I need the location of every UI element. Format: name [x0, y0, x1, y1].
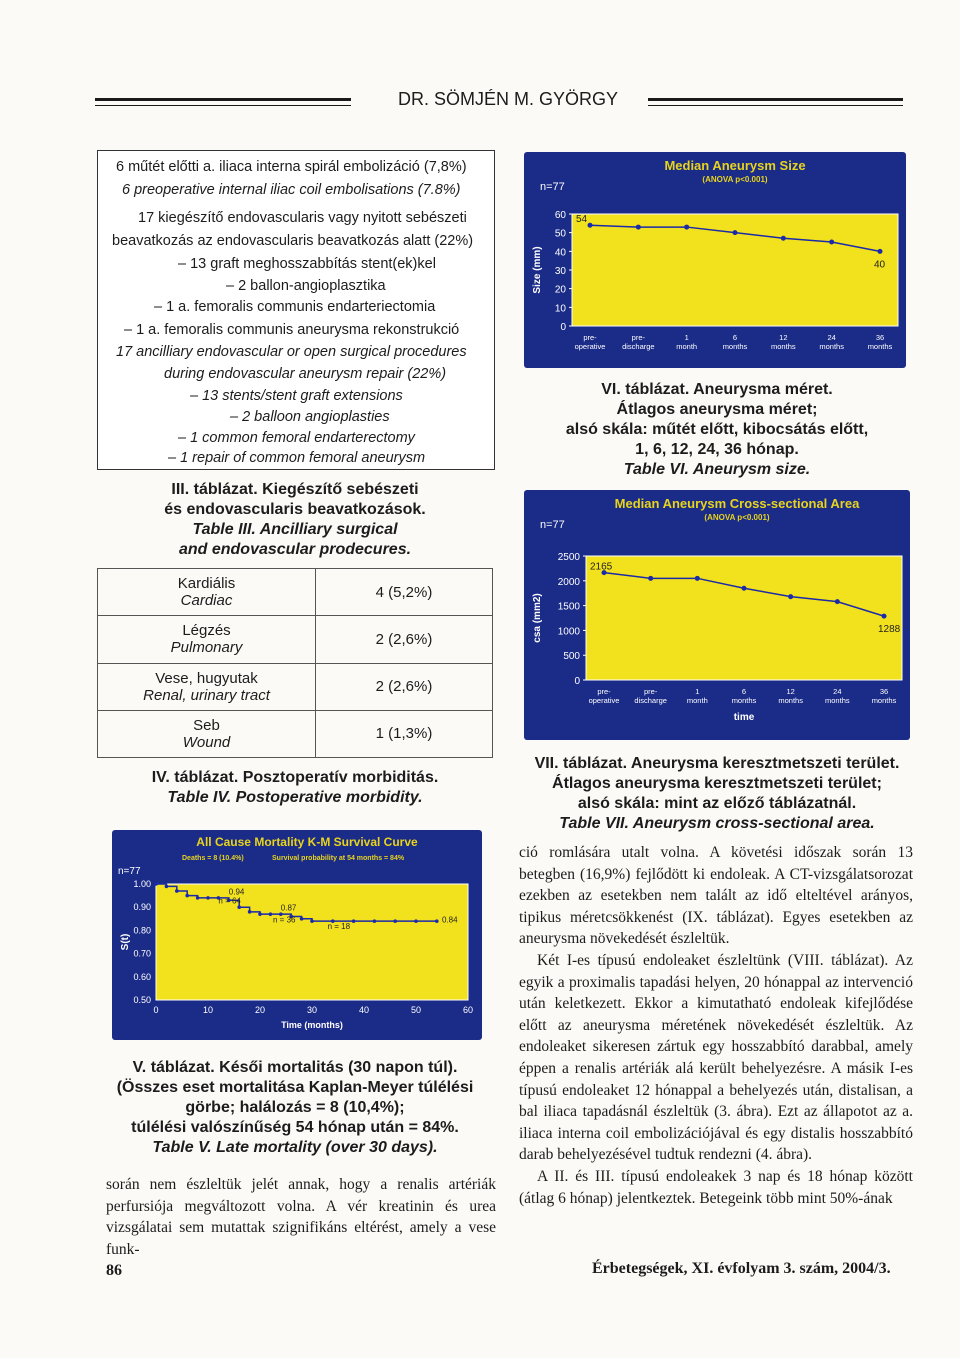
table3-list	[98, 151, 494, 469]
censor-mark	[373, 919, 377, 923]
y-tick-label: 1000	[557, 626, 580, 638]
annotation-label: 0.94	[228, 887, 245, 897]
table-cell: 4 (5,2%)	[316, 569, 493, 616]
x-tick-label: months	[867, 342, 893, 351]
table3-box	[97, 150, 495, 470]
censor-mark	[258, 912, 262, 916]
x-tick-label: months	[722, 342, 748, 351]
chart-subtitle: (ANOVA p<0.001)	[702, 175, 768, 184]
x-tick-label: 10	[202, 1005, 214, 1015]
header-author: DR. SÖMJÉN M. GYÖRGY	[398, 89, 619, 109]
x-tick-label: 6	[741, 687, 747, 696]
x-tick-label: pre-	[597, 687, 611, 696]
plot-area	[156, 884, 468, 1000]
x-tick-label: 24	[827, 333, 836, 342]
caption-line: Table V. Late mortality (over 30 days).	[152, 1139, 438, 1156]
x-axis-label: Time (months)	[281, 1020, 343, 1030]
table4	[97, 568, 493, 758]
x-tick-label: 12	[786, 687, 795, 696]
data-point	[684, 225, 689, 230]
row-label-en: Wound	[182, 733, 231, 751]
header-rule-right-thin	[648, 105, 903, 106]
x-tick-label: pre-	[631, 333, 646, 342]
x-tick-label: months	[778, 696, 803, 705]
table4-grid	[97, 568, 493, 758]
y-tick-label: 0.80	[133, 925, 151, 936]
x-tick-label: 20	[254, 1005, 266, 1015]
x-tick-label: 36	[879, 687, 889, 696]
data-point	[588, 223, 593, 228]
box-line: beavatkozás az endovascularis beavatkozás alatt (22%)	[112, 233, 474, 249]
data-point	[648, 576, 653, 581]
box-line: 6 műtét előtti a. iliaca interna spirál embolizáció (7,8%)	[116, 159, 467, 175]
table-row	[98, 616, 493, 663]
censor-mark	[185, 894, 189, 898]
y-tick-label: 0.60	[133, 971, 151, 982]
table6-caption	[518, 380, 916, 480]
first-value-label: 2165	[590, 561, 613, 573]
header-rule-left-thin	[95, 105, 351, 106]
caption-line: IV. táblázat. Posztoperatív morbiditás.	[151, 769, 439, 786]
box-line: – 13 graft meghosszabbítás stent(ek)kel	[178, 256, 436, 272]
caption-line: VI. táblázat. Aneurysma méret.	[601, 381, 833, 398]
chart-n-label: n=77	[540, 519, 565, 531]
table-row	[98, 663, 493, 710]
row-label-hu: Légzés	[182, 622, 231, 640]
x-tick-label: 36	[875, 333, 885, 342]
censor-mark	[300, 917, 304, 921]
x-tick-label: operative	[574, 342, 606, 351]
data-point	[829, 240, 834, 245]
annotation-label: n = 18	[327, 922, 351, 932]
table-cell	[98, 569, 316, 616]
chart-title: Median Aneurysm Size	[664, 158, 806, 173]
censor-mark	[237, 905, 241, 909]
box-line: 17 kiegészítő endovascularis vagy nyitott sebészeti	[138, 210, 467, 226]
row-label-hu: Vese, hugyutak	[155, 669, 258, 687]
y-tick-label: 0.90	[133, 902, 151, 913]
paragraph: A II. és III. típusú endoleakek 3 nap és 18 hónap között (átlag 6 hónap) jelentkeztek. Betegeink több mint 50%-ának	[519, 1167, 913, 1207]
caption-line: Table IV. Postoperative morbidity.	[167, 789, 423, 806]
table-cell	[98, 663, 316, 710]
box-line: – 2 ballon-angioplasztika	[226, 278, 386, 294]
y-tick-label: 20	[554, 284, 566, 296]
y-tick-label: 50	[554, 228, 566, 240]
annotation-label: 0.87	[280, 903, 297, 913]
box-line: – 1 repair of common femoral aneurysm	[168, 450, 426, 466]
row-label-en: Cardiac	[180, 592, 233, 610]
censor-mark	[154, 882, 158, 886]
table-cell	[98, 616, 316, 663]
chart-n-label: n=77	[118, 866, 141, 877]
header-rule-left	[95, 98, 351, 101]
caption-line: Átlagos aneurysma méret;	[616, 401, 818, 418]
censor-mark	[435, 919, 439, 923]
caption-line: III. táblázat. Kiegészítő sebészeti	[171, 481, 419, 498]
caption-line: VII. táblázat. Aneurysma keresztmetszeti terület.	[534, 755, 900, 772]
censor-mark	[269, 912, 273, 916]
censor-mark	[196, 896, 200, 900]
censor-mark	[165, 885, 169, 889]
caption-line: Table VI. Aneurysm size.	[623, 461, 811, 478]
x-tick-label: pre-	[583, 333, 597, 342]
x-tick-label: discharge	[622, 342, 655, 351]
table7-caption	[518, 754, 916, 834]
data-point	[742, 586, 747, 591]
y-tick-label: 0	[560, 322, 566, 333]
table-cell: 1 (1,3%)	[316, 710, 493, 757]
y-tick-label: 0.50	[133, 995, 151, 1005]
paragraph: Két I-es típusú endoleaket észleltünk (VIII. táblázat). Az egyik a proximalis tapadási helyen, 20 hónappal az intervenció után keletkezett. Ekkor a kimutatható endoleak kifejlődése előtt az aneurysma méretének növekedését észleltük. Az endoleaket sikeresen zártuk egy hosszabbító darabbal, amely éppen a renalis artériák alá került behelyezésre. A másik I-es típusú endoleaket 12 hónappal a behelyezés után, distalisan, a bal iliaca tapadásnál észleltük (3. ábra). Ezt az állapotot az a. iliaca interna coil embolizációjával és egy distalis hosszabbító darab behelyezésével tudtuk rendezni (4. ábra).	[519, 951, 913, 1164]
table4-caption	[100, 768, 490, 808]
y-tick-label: 2000	[557, 576, 580, 588]
chart-subtitle-right: Survival probability at 54 months = 84%	[272, 855, 405, 862]
box-line: – 1 common femoral endarterectomy	[178, 430, 415, 446]
x-tick-label: 24	[833, 687, 842, 696]
data-point	[878, 249, 883, 254]
censor-mark	[248, 910, 252, 914]
caption-line: görbe; halálozás = 8 (10,4%);	[185, 1099, 405, 1116]
y-axis-label: csa (mm2)	[532, 593, 543, 643]
x-tick-label: 1	[684, 333, 689, 342]
right-body-text	[519, 842, 913, 1209]
y-tick-label: 30	[554, 266, 566, 277]
censor-mark	[352, 919, 356, 923]
box-line: during endovascular aneurysm repair (22%)	[164, 366, 447, 382]
data-point	[835, 599, 840, 604]
y-axis-label: S(t)	[120, 933, 131, 951]
y-tick-label: 2500	[557, 552, 580, 563]
km-survival-chart	[112, 830, 482, 1040]
censor-mark	[414, 919, 418, 923]
table5-caption	[100, 1058, 490, 1158]
caption-line: and endovascular prodecures.	[178, 541, 412, 558]
left-body-text	[106, 1174, 496, 1260]
x-tick-label: months	[731, 696, 757, 705]
table-cell	[98, 710, 316, 757]
x-tick-label: month	[676, 342, 698, 351]
chart-subtitle-left: Deaths = 8 (10.4%)	[182, 855, 244, 862]
y-tick-label: 1500	[557, 601, 580, 613]
y-axis-label: Size (mm)	[532, 246, 543, 294]
x-tick-label: 30	[306, 1005, 318, 1015]
plot-area	[586, 556, 902, 680]
chart-subtitle: (ANOVA p<0.001)	[704, 513, 770, 522]
x-tick-label: months	[819, 342, 844, 351]
data-point	[695, 576, 700, 581]
box-line: – 13 stents/stent graft extensions	[190, 388, 403, 404]
y-tick-label: 40	[554, 247, 566, 259]
header-rule-right	[648, 98, 903, 101]
box-line: – 1 a. femoralis communis aneurysma rekonstrukció	[124, 322, 460, 338]
row-label-en: Pulmonary	[170, 639, 243, 657]
table-row	[98, 569, 493, 616]
censor-mark	[206, 896, 210, 900]
caption-line: alsó skála: mint az előző táblázatnál.	[577, 795, 857, 812]
chart-title: All Cause Mortality K-M Survival Curve	[196, 835, 418, 849]
box-line: 17 ancilliary endovascular or open surgical procedures	[116, 344, 467, 360]
row-label-en: Renal, urinary tract	[143, 686, 270, 704]
box-line: 6 preoperative internal iliac coil embolisations (7.8%)	[122, 182, 461, 198]
journal-footer: Érbetegségek, XI. évfolyam 3. szám, 2004/3.	[592, 1260, 891, 1277]
x-tick-label: months	[871, 696, 897, 705]
last-value-label: 40	[874, 259, 886, 271]
data-point	[636, 225, 641, 230]
row-label-hu: Kardiális	[177, 575, 236, 593]
caption-line: alsó skála: műtét előtt, kibocsátás előtt,	[565, 421, 869, 438]
annotation-label: n = 64	[218, 896, 241, 906]
caption-line: Table VII. Aneurysm cross-sectional area.	[559, 815, 875, 832]
x-axis-label: time	[733, 712, 755, 723]
box-line: – 1 a. femoralis communis endarteriectomia	[154, 299, 436, 315]
table-row	[98, 710, 493, 757]
paragraph: során nem észleltük jelét annak, hogy a renalis artériák perfursiója megváltozott volna. A vér kreatinin és urea vizsgálatai sem mutattak szignifikáns eltérést, amely a vese funk-	[106, 1176, 496, 1258]
caption-line: Átlagos aneurysma keresztmetszeti terület;	[552, 775, 882, 792]
y-tick-label: 0	[574, 676, 580, 687]
data-point	[781, 236, 786, 241]
censor-mark	[310, 919, 314, 923]
x-tick-label: months	[825, 696, 850, 705]
data-point	[882, 614, 887, 619]
annotation-label: n = 36	[273, 915, 296, 925]
x-tick-label: 40	[358, 1005, 370, 1015]
y-tick-label: 1.00	[133, 879, 151, 889]
x-tick-label: 1	[695, 687, 700, 696]
y-tick-label: 0.70	[133, 948, 151, 959]
x-tick-label: discharge	[634, 696, 667, 705]
caption-line: (Összes eset mortalitása Kaplan-Meyer túlélési	[116, 1079, 474, 1096]
x-tick-label: months	[771, 342, 796, 351]
caption-line: és endovascularis beavatkozások.	[164, 501, 426, 518]
first-value-label: 54	[576, 214, 588, 226]
x-tick-label: 0	[153, 1005, 159, 1015]
censor-mark	[175, 889, 179, 893]
x-tick-label: 12	[779, 333, 788, 342]
row-label-hu: Seb	[193, 716, 220, 734]
y-tick-label: 60	[554, 210, 566, 221]
chart-title: Median Aneurysm Cross-sectional Area	[614, 496, 860, 511]
y-tick-label: 500	[563, 651, 580, 663]
annotation-label: 0.84	[442, 915, 458, 925]
caption-line: Table III. Ancilliary surgical	[192, 521, 398, 538]
paragraph: ció romlására utalt volna. A követési időszak során 13 betegben (16,9%) fejlődött ki endoleak. A CT-vizsgálatsorozat ezekben az esetekben nem talált az idő elteltével arányos, tipikus méretcsökkenést (IX. táblázat). Egyes esetekben az aneurysma növekedését észleltük.	[519, 844, 913, 948]
y-tick-label: 10	[554, 303, 566, 315]
page-number: 86	[106, 1262, 122, 1279]
caption-line: 1, 6, 12, 24, 36 hónap.	[635, 441, 799, 458]
caption-line: túlélési valószínűség 54 hónap után = 84%.	[131, 1119, 459, 1136]
cross-sectional-area-chart	[524, 490, 910, 740]
aneurysm-size-chart	[524, 152, 906, 368]
data-point	[788, 594, 793, 599]
x-tick-label: pre-	[643, 687, 658, 696]
censor-mark	[393, 919, 397, 923]
data-point	[733, 230, 738, 235]
table-cell: 2 (2,6%)	[316, 663, 493, 710]
table3-caption	[100, 480, 490, 560]
x-tick-label: operative	[588, 696, 620, 705]
x-tick-label: 6	[732, 333, 738, 342]
x-tick-label: 50	[410, 1005, 422, 1015]
last-value-label: 1288	[878, 624, 901, 636]
caption-line: V. táblázat. Késői mortalitás (30 napon túl).	[132, 1059, 458, 1076]
chart-n-label: n=77	[540, 181, 565, 193]
x-tick-label: month	[686, 696, 708, 705]
box-line: – 2 balloon angioplasties	[230, 409, 390, 425]
x-tick-label: 60	[462, 1005, 474, 1015]
table-cell: 2 (2,6%)	[316, 616, 493, 663]
